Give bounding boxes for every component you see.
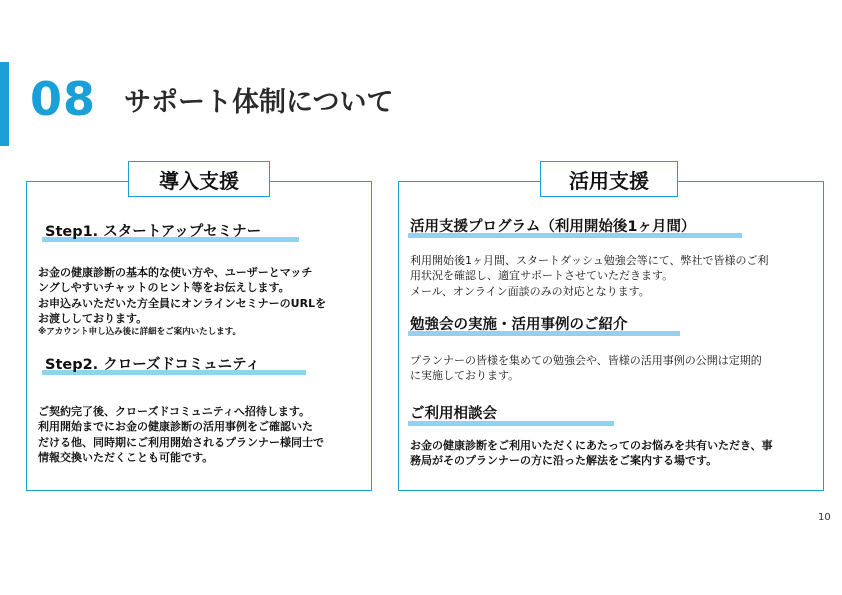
text-line: 情報交換いただくことも可能です。 [38, 451, 214, 465]
step1-description [38, 265, 368, 338]
step2-heading: Step2. クローズドコミュニティ [45, 357, 260, 373]
step1-note: ※アカウント申し込み後に詳細をご案内いたします。 [38, 326, 242, 337]
accent-bar [0, 62, 9, 146]
text-line: お金の健康診断をご利用いただくにあたってのお悩みを共有いただき、事 [410, 439, 773, 452]
consult-heading: ご利用相談会 [410, 406, 497, 422]
page-number: 10 [818, 512, 831, 523]
text-line: だける他、同時期にご利用開始されるプランナー様同士で [38, 435, 324, 449]
text-line: ご契約完了後、クローズドコミュニティへ招待します。 [38, 405, 311, 418]
text-line: プランナーの皆様を集めての勉強会や、皆様の活用事例の公開は定期的 [410, 354, 762, 367]
text-line: お金の健康診断の基本的な使い方や、ユーザーとマッチ [38, 266, 313, 279]
text-line: お申込みいただいた方全員にオンラインセミナーのURLを [38, 296, 327, 310]
text-line: メール、オンライン面談のみの対応となります。 [410, 284, 650, 298]
program-heading: 活用支援プログラム（利用開始後1ヶ月間） [410, 219, 696, 235]
text-line: お渡ししております。 [38, 312, 148, 326]
text-line: 務局がそのプランナーの方に沿った解法をご案内する場です。 [410, 454, 718, 468]
program-description [410, 253, 818, 299]
text-line: に実施しております。 [410, 369, 520, 383]
utilization-support-tab: 活用支援 [540, 161, 678, 197]
step1-heading: Step1. スタートアップセミナー [45, 224, 262, 240]
text-line: 用状況を確認し、適宜サポートさせていただきます。 [410, 269, 674, 283]
text-line: 利用開始後1ヶ月間、スタートダッシュ勉強会等にて、弊社で皆様のご利 [410, 254, 769, 267]
text-line: ングしやすいチャットのヒント等をお伝えします。 [38, 281, 290, 295]
study-description [410, 353, 818, 384]
onboarding-support-tab: 導入支援 [128, 161, 270, 197]
text-line: 利用開始までにお金の健康診断の活用事例をご確認いた [38, 420, 313, 434]
study-heading: 勉強会の実施・活用事例のご紹介 [410, 317, 628, 333]
step2-description [38, 404, 368, 466]
consult-description [410, 438, 818, 469]
section-number: 08 [30, 72, 97, 126]
page-title: サポート体制について [124, 87, 394, 118]
